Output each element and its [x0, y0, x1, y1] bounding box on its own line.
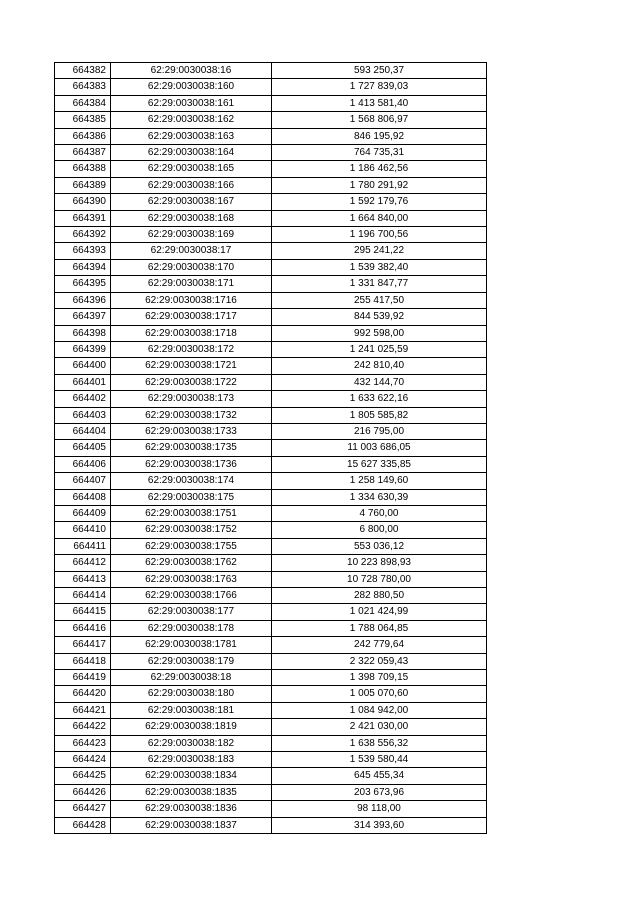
- table-row: [55, 161, 487, 177]
- row-number-cell: 664426: [55, 784, 111, 800]
- row-number-cell: 664422: [55, 719, 111, 735]
- table-row: [55, 604, 487, 620]
- cadastral-number-cell: 62:29:0030038:16: [111, 63, 272, 79]
- row-number-cell: 664395: [55, 276, 111, 292]
- cadastral-number-cell: 62:29:0030038:1834: [111, 768, 272, 784]
- cadastral-value-cell: 645 455,34: [272, 768, 487, 784]
- cadastral-number-cell: 62:29:0030038:1718: [111, 325, 272, 341]
- row-number-cell: 664397: [55, 309, 111, 325]
- cadastral-value-cell: 432 144,70: [272, 374, 487, 390]
- cadastral-value-cell: 553 036,12: [272, 538, 487, 554]
- table-row: [55, 505, 487, 521]
- table-row: [55, 522, 487, 538]
- cadastral-number-cell: 62:29:0030038:1835: [111, 784, 272, 800]
- cadastral-value-cell: 10 223 898,93: [272, 555, 487, 571]
- table-row: [55, 538, 487, 554]
- table-row: [55, 243, 487, 259]
- table-row: [55, 292, 487, 308]
- cadastral-number-cell: 62:29:0030038:1819: [111, 719, 272, 735]
- table-row: [55, 325, 487, 341]
- row-number-cell: 664419: [55, 670, 111, 686]
- cadastral-number-cell: 62:29:0030038:181: [111, 702, 272, 718]
- cadastral-value-cell: 1 780 291,92: [272, 177, 487, 193]
- row-number-cell: 664390: [55, 194, 111, 210]
- table-row: [55, 670, 487, 686]
- cadastral-value-cell: 1 241 025,59: [272, 341, 487, 357]
- cadastral-number-cell: 62:29:0030038:160: [111, 79, 272, 95]
- cadastral-value-cell: 1 539 382,40: [272, 259, 487, 275]
- cadastral-number-cell: 62:29:0030038:183: [111, 752, 272, 768]
- cadastral-value-cell: 1 727 839,03: [272, 79, 487, 95]
- table-row: [55, 391, 487, 407]
- cadastral-value-cell: 295 241,22: [272, 243, 487, 259]
- row-number-cell: 664384: [55, 95, 111, 111]
- cadastral-value-cell: 203 673,96: [272, 784, 487, 800]
- cadastral-number-cell: 62:29:0030038:1755: [111, 538, 272, 554]
- table-row: [55, 719, 487, 735]
- cadastral-value-cell: 2 421 030,00: [272, 719, 487, 735]
- cadastral-number-cell: 62:29:0030038:1721: [111, 358, 272, 374]
- cadastral-value-cell: 10 728 780,00: [272, 571, 487, 587]
- cadastral-number-cell: 62:29:0030038:1752: [111, 522, 272, 538]
- cadastral-value-cell: 314 393,60: [272, 817, 487, 833]
- row-number-cell: 664404: [55, 423, 111, 439]
- cadastral-number-cell: 62:29:0030038:180: [111, 686, 272, 702]
- table-row: [55, 620, 487, 636]
- table-row: [55, 489, 487, 505]
- row-number-cell: 664396: [55, 292, 111, 308]
- table-row: [55, 735, 487, 751]
- row-number-cell: 664424: [55, 752, 111, 768]
- table-row: [55, 440, 487, 456]
- table-row: [55, 686, 487, 702]
- cadastral-value-cell: 1 638 556,32: [272, 735, 487, 751]
- table-row: [55, 784, 487, 800]
- table-body: [55, 63, 487, 834]
- cadastral-value-cell: 1 005 070,60: [272, 686, 487, 702]
- cadastral-value-cell: 1 398 709,15: [272, 670, 487, 686]
- table-row: [55, 128, 487, 144]
- cadastral-value-cell: 1 539 580,44: [272, 752, 487, 768]
- cadastral-number-cell: 62:29:0030038:1763: [111, 571, 272, 587]
- row-number-cell: 664410: [55, 522, 111, 538]
- cadastral-value-cell: 242 810,40: [272, 358, 487, 374]
- cadastral-number-cell: 62:29:0030038:1766: [111, 588, 272, 604]
- cadastral-number-cell: 62:29:0030038:162: [111, 112, 272, 128]
- table-row: [55, 702, 487, 718]
- table-row: [55, 358, 487, 374]
- table-row: [55, 555, 487, 571]
- cadastral-value-table: [54, 62, 487, 834]
- cadastral-value-cell: 1 664 840,00: [272, 210, 487, 226]
- table-row: [55, 588, 487, 604]
- cadastral-value-cell: 11 003 686,05: [272, 440, 487, 456]
- table-row: [55, 473, 487, 489]
- cadastral-value-cell: 6 800,00: [272, 522, 487, 538]
- table-row: [55, 63, 487, 79]
- row-number-cell: 664399: [55, 341, 111, 357]
- row-number-cell: 664393: [55, 243, 111, 259]
- cadastral-number-cell: 62:29:0030038:165: [111, 161, 272, 177]
- row-number-cell: 664409: [55, 505, 111, 521]
- table-row: [55, 194, 487, 210]
- cadastral-value-cell: 1 186 462,56: [272, 161, 487, 177]
- table-row: [55, 407, 487, 423]
- row-number-cell: 664418: [55, 653, 111, 669]
- cadastral-number-cell: 62:29:0030038:175: [111, 489, 272, 505]
- cadastral-value-cell: 844 539,92: [272, 309, 487, 325]
- cadastral-number-cell: 62:29:0030038:167: [111, 194, 272, 210]
- table-row: [55, 259, 487, 275]
- cadastral-number-cell: 62:29:0030038:170: [111, 259, 272, 275]
- cadastral-number-cell: 62:29:0030038:174: [111, 473, 272, 489]
- table-row: [55, 571, 487, 587]
- cadastral-value-cell: 1 084 942,00: [272, 702, 487, 718]
- cadastral-value-cell: 1 021 424,99: [272, 604, 487, 620]
- cadastral-value-cell: 1 413 581,40: [272, 95, 487, 111]
- table-row: [55, 227, 487, 243]
- cadastral-number-cell: 62:29:0030038:1736: [111, 456, 272, 472]
- table-row: [55, 374, 487, 390]
- cadastral-value-cell: 846 195,92: [272, 128, 487, 144]
- cadastral-value-cell: 1 334 630,39: [272, 489, 487, 505]
- cadastral-value-cell: 1 592 179,76: [272, 194, 487, 210]
- cadastral-number-cell: 62:29:0030038:1762: [111, 555, 272, 571]
- row-number-cell: 664421: [55, 702, 111, 718]
- row-number-cell: 664382: [55, 63, 111, 79]
- cadastral-number-cell: 62:29:0030038:161: [111, 95, 272, 111]
- cadastral-value-cell: 4 760,00: [272, 505, 487, 521]
- cadastral-number-cell: 62:29:0030038:169: [111, 227, 272, 243]
- cadastral-number-cell: 62:29:0030038:171: [111, 276, 272, 292]
- cadastral-value-cell: 764 735,31: [272, 145, 487, 161]
- table-row: [55, 210, 487, 226]
- cadastral-number-cell: 62:29:0030038:1837: [111, 817, 272, 833]
- cadastral-number-cell: 62:29:0030038:172: [111, 341, 272, 357]
- row-number-cell: 664420: [55, 686, 111, 702]
- table-row: [55, 95, 487, 111]
- cadastral-number-cell: 62:29:0030038:168: [111, 210, 272, 226]
- row-number-cell: 664416: [55, 620, 111, 636]
- table-row: [55, 801, 487, 817]
- cadastral-value-cell: 1 805 585,82: [272, 407, 487, 423]
- cadastral-number-cell: 62:29:0030038:1717: [111, 309, 272, 325]
- cadastral-number-cell: 62:29:0030038:173: [111, 391, 272, 407]
- cadastral-number-cell: 62:29:0030038:1735: [111, 440, 272, 456]
- row-number-cell: 664425: [55, 768, 111, 784]
- row-number-cell: 664391: [55, 210, 111, 226]
- cadastral-number-cell: 62:29:0030038:1732: [111, 407, 272, 423]
- cadastral-value-cell: 1 788 064,85: [272, 620, 487, 636]
- row-number-cell: 664417: [55, 637, 111, 653]
- row-number-cell: 664414: [55, 588, 111, 604]
- cadastral-value-cell: 1 633 622,16: [272, 391, 487, 407]
- cadastral-value-cell: 15 627 335,85: [272, 456, 487, 472]
- table-row: [55, 112, 487, 128]
- cadastral-number-cell: 62:29:0030038:18: [111, 670, 272, 686]
- table-row: [55, 177, 487, 193]
- row-number-cell: 664415: [55, 604, 111, 620]
- table-row: [55, 423, 487, 439]
- cadastral-value-cell: 216 795,00: [272, 423, 487, 439]
- cadastral-value-cell: 1 331 847,77: [272, 276, 487, 292]
- cadastral-number-cell: 62:29:0030038:166: [111, 177, 272, 193]
- cadastral-number-cell: 62:29:0030038:177: [111, 604, 272, 620]
- row-number-cell: 664389: [55, 177, 111, 193]
- table-row: [55, 309, 487, 325]
- cadastral-value-cell: 992 598,00: [272, 325, 487, 341]
- cadastral-value-cell: 98 118,00: [272, 801, 487, 817]
- cadastral-value-cell: 255 417,50: [272, 292, 487, 308]
- row-number-cell: 664427: [55, 801, 111, 817]
- cadastral-number-cell: 62:29:0030038:164: [111, 145, 272, 161]
- table-row: [55, 637, 487, 653]
- table-row: [55, 653, 487, 669]
- cadastral-number-cell: 62:29:0030038:1722: [111, 374, 272, 390]
- row-number-cell: 664423: [55, 735, 111, 751]
- cadastral-number-cell: 62:29:0030038:163: [111, 128, 272, 144]
- table-row: [55, 752, 487, 768]
- row-number-cell: 664411: [55, 538, 111, 554]
- cadastral-number-cell: 62:29:0030038:1781: [111, 637, 272, 653]
- cadastral-value-cell: 282 880,50: [272, 588, 487, 604]
- cadastral-value-cell: 2 322 059,43: [272, 653, 487, 669]
- cadastral-number-cell: 62:29:0030038:17: [111, 243, 272, 259]
- row-number-cell: 664400: [55, 358, 111, 374]
- row-number-cell: 664392: [55, 227, 111, 243]
- row-number-cell: 664413: [55, 571, 111, 587]
- cadastral-number-cell: 62:29:0030038:1751: [111, 505, 272, 521]
- cadastral-number-cell: 62:29:0030038:1716: [111, 292, 272, 308]
- table-row: [55, 276, 487, 292]
- cadastral-number-cell: 62:29:0030038:179: [111, 653, 272, 669]
- row-number-cell: 664405: [55, 440, 111, 456]
- table-row: [55, 341, 487, 357]
- cadastral-value-cell: 593 250,37: [272, 63, 487, 79]
- table-row: [55, 145, 487, 161]
- row-number-cell: 664394: [55, 259, 111, 275]
- row-number-cell: 664408: [55, 489, 111, 505]
- row-number-cell: 664387: [55, 145, 111, 161]
- cadastral-number-cell: 62:29:0030038:182: [111, 735, 272, 751]
- cadastral-number-cell: 62:29:0030038:178: [111, 620, 272, 636]
- cadastral-value-cell: 1 568 806,97: [272, 112, 487, 128]
- row-number-cell: 664385: [55, 112, 111, 128]
- row-number-cell: 664402: [55, 391, 111, 407]
- row-number-cell: 664428: [55, 817, 111, 833]
- row-number-cell: 664403: [55, 407, 111, 423]
- row-number-cell: 664407: [55, 473, 111, 489]
- cadastral-number-cell: 62:29:0030038:1836: [111, 801, 272, 817]
- table-row: [55, 817, 487, 833]
- cadastral-number-cell: 62:29:0030038:1733: [111, 423, 272, 439]
- row-number-cell: 664401: [55, 374, 111, 390]
- row-number-cell: 664398: [55, 325, 111, 341]
- table-row: [55, 456, 487, 472]
- row-number-cell: 664388: [55, 161, 111, 177]
- cadastral-value-cell: 1 258 149,60: [272, 473, 487, 489]
- row-number-cell: 664383: [55, 79, 111, 95]
- table-row: [55, 768, 487, 784]
- row-number-cell: 664406: [55, 456, 111, 472]
- row-number-cell: 664386: [55, 128, 111, 144]
- cadastral-value-cell: 242 779,64: [272, 637, 487, 653]
- table-row: [55, 79, 487, 95]
- row-number-cell: 664412: [55, 555, 111, 571]
- cadastral-value-cell: 1 196 700,56: [272, 227, 487, 243]
